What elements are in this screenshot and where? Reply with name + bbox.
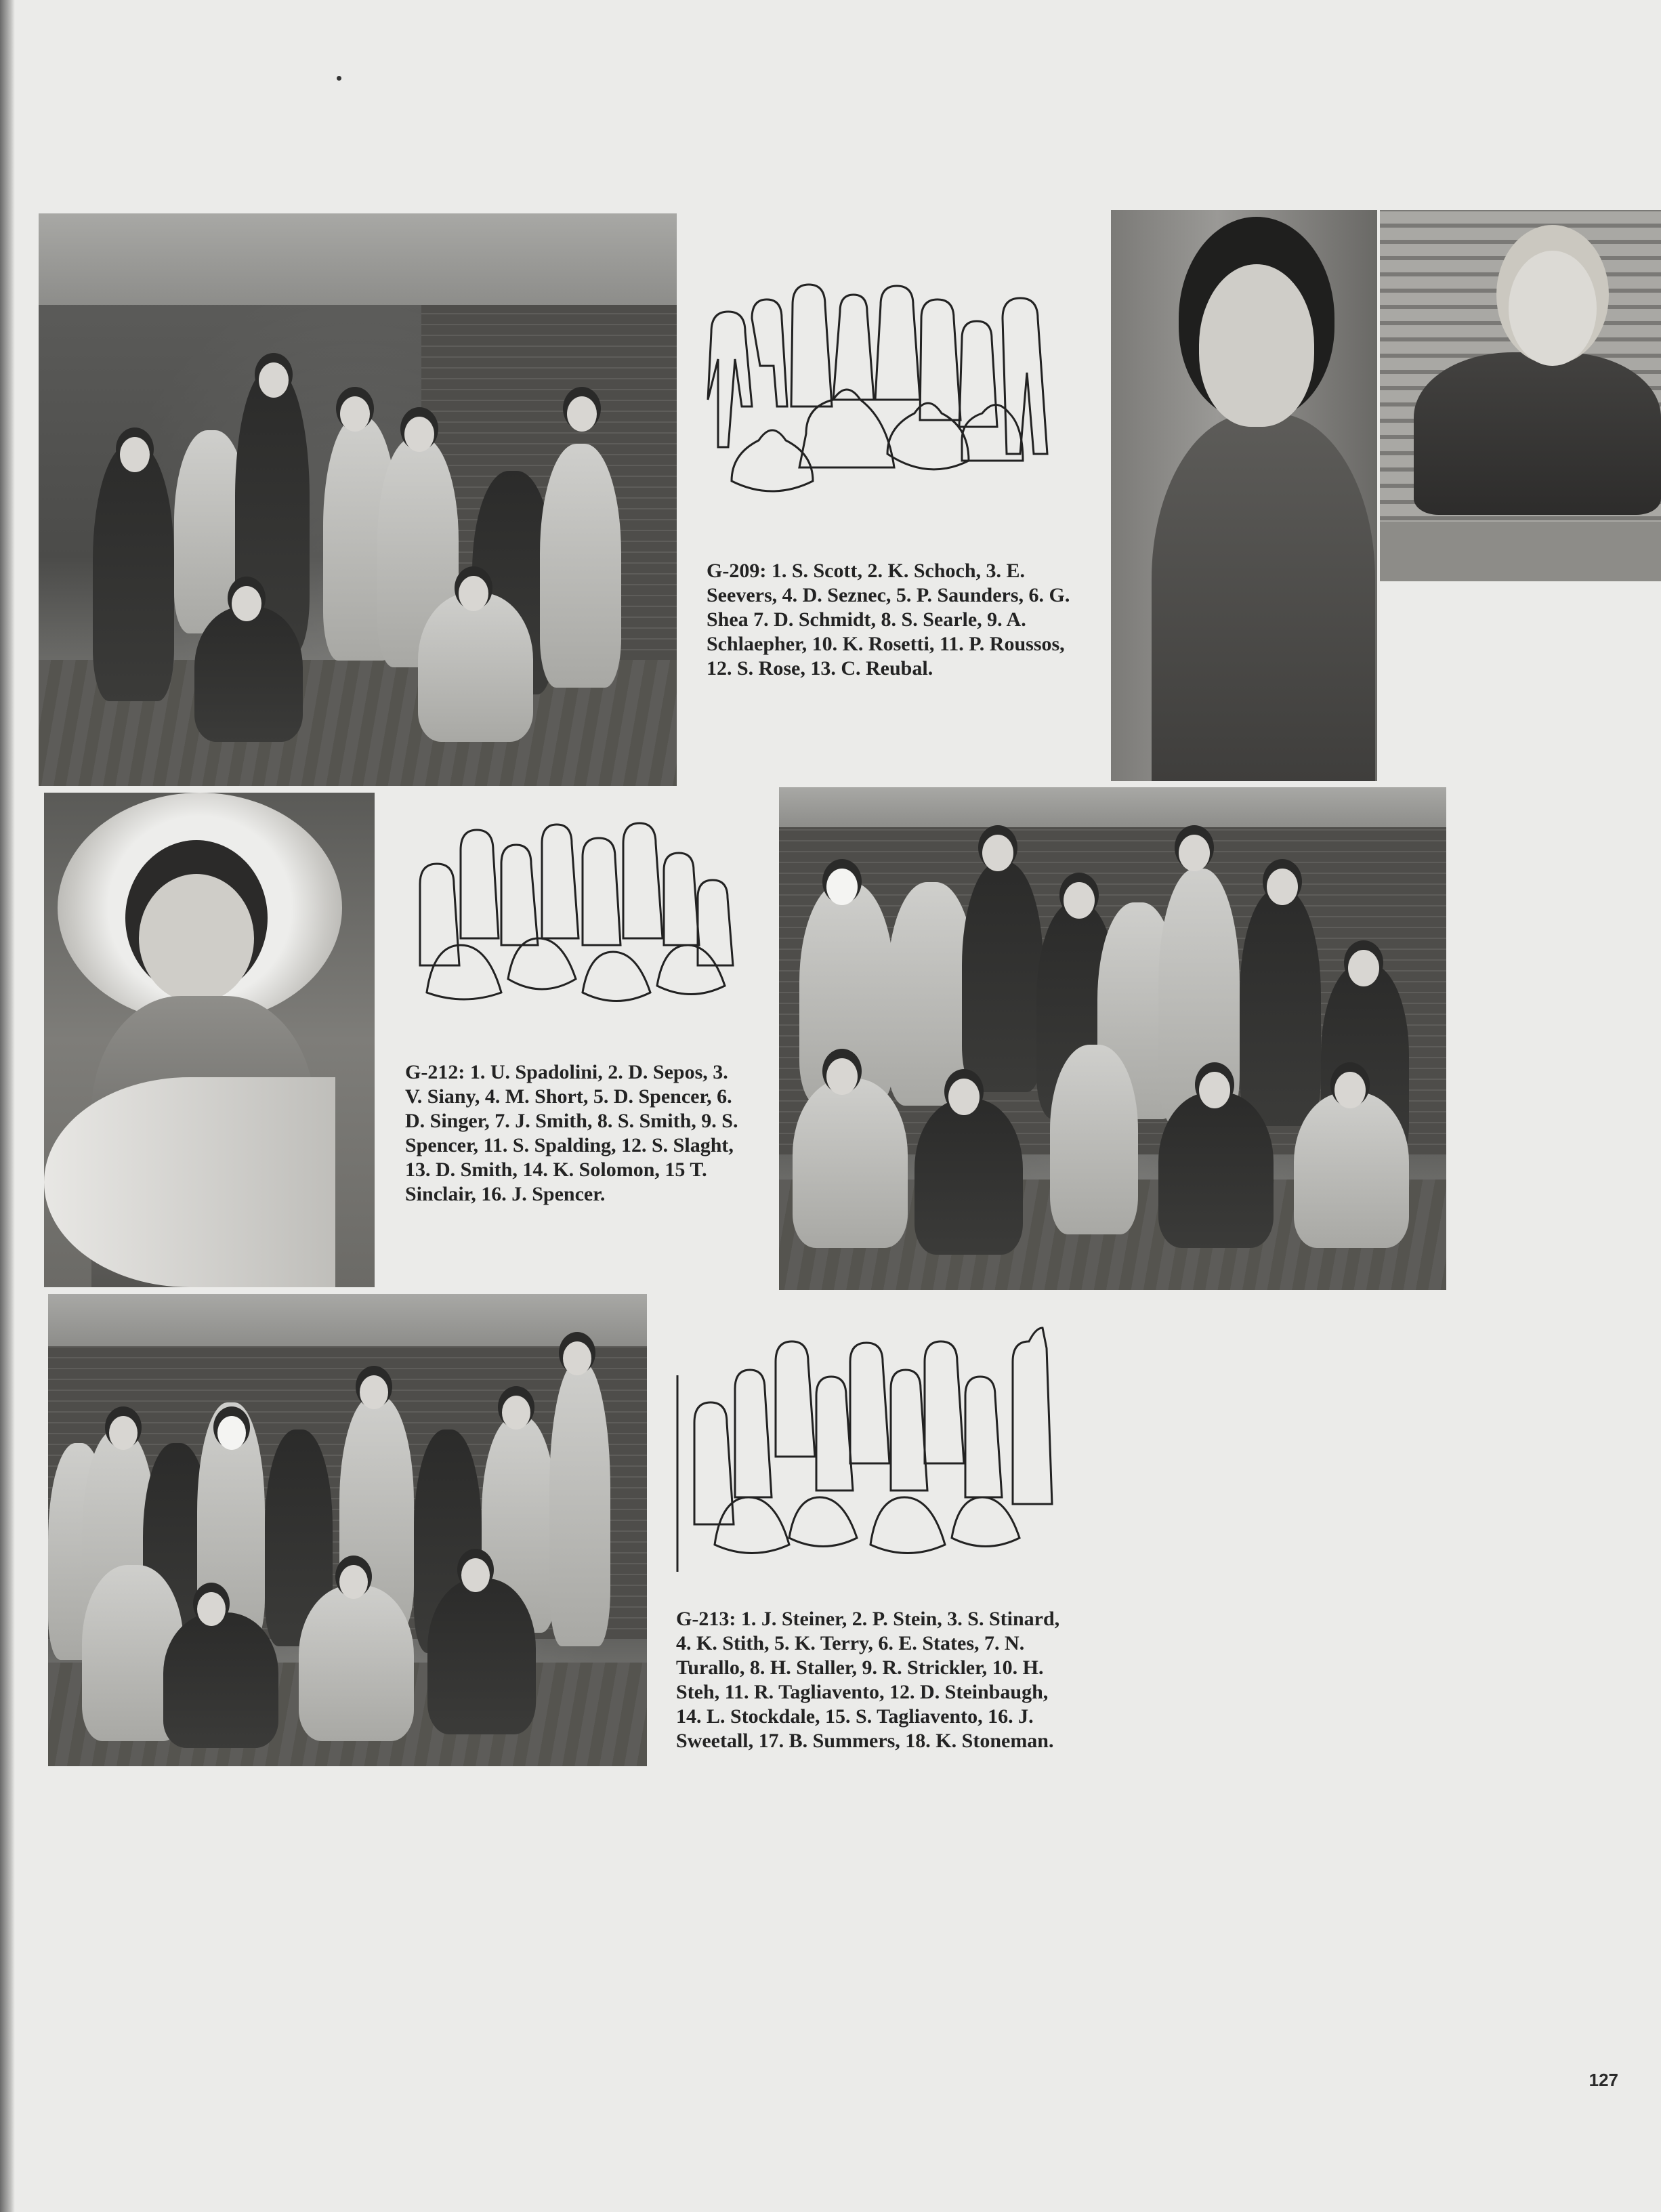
caption-g213: G-213: 1. J. Steiner, 2. P. Stein, 3. S. Stinard, 4. K. Stith, 5. K. Terry, 6. E. States, 7. N. Turallo, 8. H. Staller, 9. R. Strickler, 10. H. Steh, 11. R. Tagliavento, 12. D. Steinbaugh, 14. L. Stockdale, 15. S. Tagliavento, 16. J. Sweetall, 17. B. Summers, 18. K. Stoneman.: [676, 1608, 1060, 1752]
page-number: 127: [1589, 2070, 1618, 2090]
group-photo-g212: [779, 787, 1446, 1290]
group-photo-g209: [39, 213, 677, 786]
identification-key-g212: [406, 816, 745, 1033]
portrait-photo-girl-blinds: [1380, 210, 1661, 581]
group-photo-g213: [48, 1294, 647, 1766]
caption-g212: G-212: 1. U. Spadolini, 2. D. Sepos, 3. V. Siany, 4. M. Short, 5. D. Spencer, 6. D. Singer, 7. J. Smith, 8. S. Smith, 9. S. Spencer, 11. S. Spalding, 12. S. Slaght, 13. D. Smith, 14. K. Solomon, 15 T. Sinclair, 16. J. Spencer.: [405, 1061, 738, 1205]
identification-key-g213: [674, 1321, 1080, 1579]
drummer-photo: [44, 793, 375, 1287]
portrait-photo-boy-lockers: [1111, 210, 1377, 781]
page-binding-shadow: [0, 0, 15, 2212]
identification-key-g209: [691, 278, 1077, 522]
caption-g209: G-209: 1. S. Scott, 2. K. Schoch, 3. E. Seevers, 4. D. Seznec, 5. P. Saunders, 6. G. Shea 7. D. Schmidt, 8. S. Searle, 9. A. Schlaepher, 10. K. Rosetti, 11. P. Roussos, 12. S. Rose, 13. C. Reubal.: [707, 560, 1070, 680]
print-speck: [337, 76, 341, 81]
